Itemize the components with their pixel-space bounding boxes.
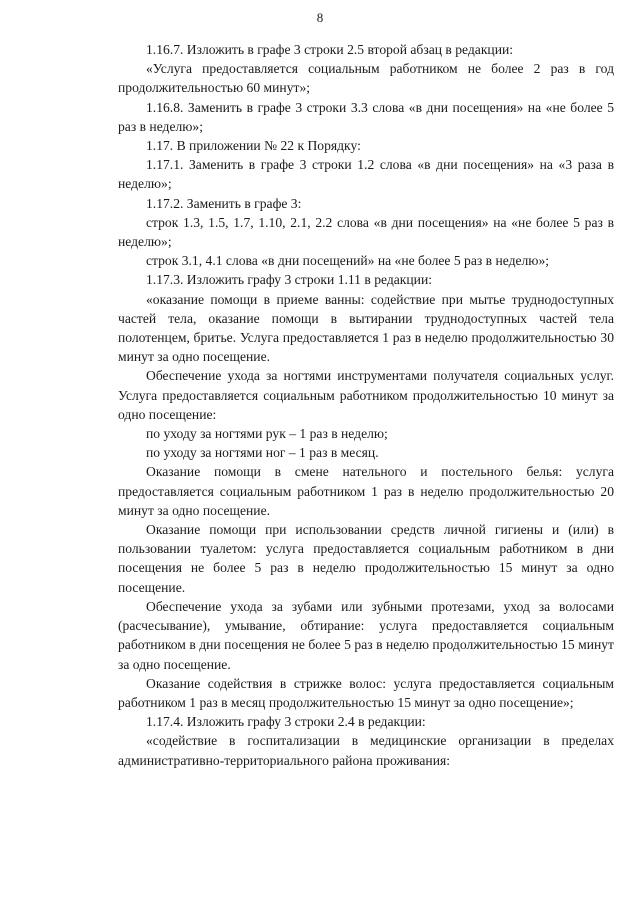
paragraph-bath-assistance: «оказание помощи в приеме ванны: содействие при мытье труднодоступных частей тела, оказание помощи в вытирании труднодоступных частей тела полотенцем, бритье. Услуга предоставляется 1 раз в неделю продолжительностью 30 минут за одно посещение.: [118, 291, 614, 365]
paragraph-hygiene-toilet: Оказание помощи при использовании средств личной гигиены и (или) в пользовании туалетом: услуга предоставляется социальным работником в дни посещения не более 5 раз в неделю продолжительностью 15 минут за одно посещение.: [118, 522, 614, 595]
paragraph-nail-feet: по уходу за ногтями ног – 1 раз в месяц.: [146, 445, 379, 461]
page-number: 8: [316, 10, 324, 25]
paragraph-1-16-8: 1.16.8. Заменить в графе 3 строки 3.3 слова «в дни посещения» на «не более 5 раз в неделю»;: [118, 99, 614, 134]
paragraph-nail-hands: по уходу за ногтями рук – 1 раз в неделю;: [146, 426, 388, 442]
paragraph-1-17-2: 1.17.2. Заменить в графе 3:: [146, 195, 302, 211]
paragraph-rows-3-1: строк 3.1, 4.1 слова «в дни посещений» на «не более 5 раз в неделю»;: [146, 253, 550, 269]
paragraph-rows-1-3: строк 1.3, 1.5, 1.7, 1.10, 2.1, 2.2 слова «в дни посещения» на «не более 5 раз в неделю»;: [118, 214, 614, 250]
paragraph-1-16-7: 1.16.7. Изложить в графе 3 строки 2.5 второй абзац в редакции:: [146, 42, 514, 57]
paragraph-teeth-hair-care: Обеспечение ухода за зубами или зубными протезами, уход за волосами (расчесывание), умывание, обтирание: услуга предоставляется социальным работником в дни посещения не более 5 раз в неделю продолжительностью 15 минут за одно посещение.: [118, 598, 614, 672]
document-body: [118, 40, 614, 770]
paragraph-1-17-3: 1.17.3. Изложить графу 3 строки 1.11 в редакции:: [146, 272, 432, 288]
paragraph-haircut: Оказание содействия в стрижке волос: услуга предоставляется социальным работником 1 раз в месяц продолжительностью 15 минут за одно посещение»;: [118, 675, 614, 710]
paragraph-nail-care: Обеспечение ухода за ногтями инструментами получателя социальных услуг. Услуга предоставляется социальным работником продолжительностью 10 минут за одно посещение:: [118, 368, 614, 422]
paragraph-quote-service-2-times: «Услуга предоставляется социальным работником не более 2 раз в год продолжительностью 60 минут»;: [118, 61, 614, 96]
paragraph-linen-change: Оказание помощи в смене нательного и постельного белья: услуга предоставляется социальным работником 1 раз в неделю продолжительностью 20 минут за одно посещение.: [118, 464, 614, 518]
paragraph-1-17-1: 1.17.1. Заменить в графе 3 строки 1.2 слова «в дни посещения» на «3 раза в неделю»;: [118, 157, 614, 192]
paragraph-1-17-4: 1.17.4. Изложить графу 3 строки 2.4 в редакции:: [146, 714, 426, 730]
paragraph-hospitalization: «содействие в госпитализации в медицинские организации в пределах административно-территориального района проживания:: [118, 733, 614, 768]
paragraph-1-17: 1.17. В приложении № 22 к Порядку:: [146, 138, 361, 154]
